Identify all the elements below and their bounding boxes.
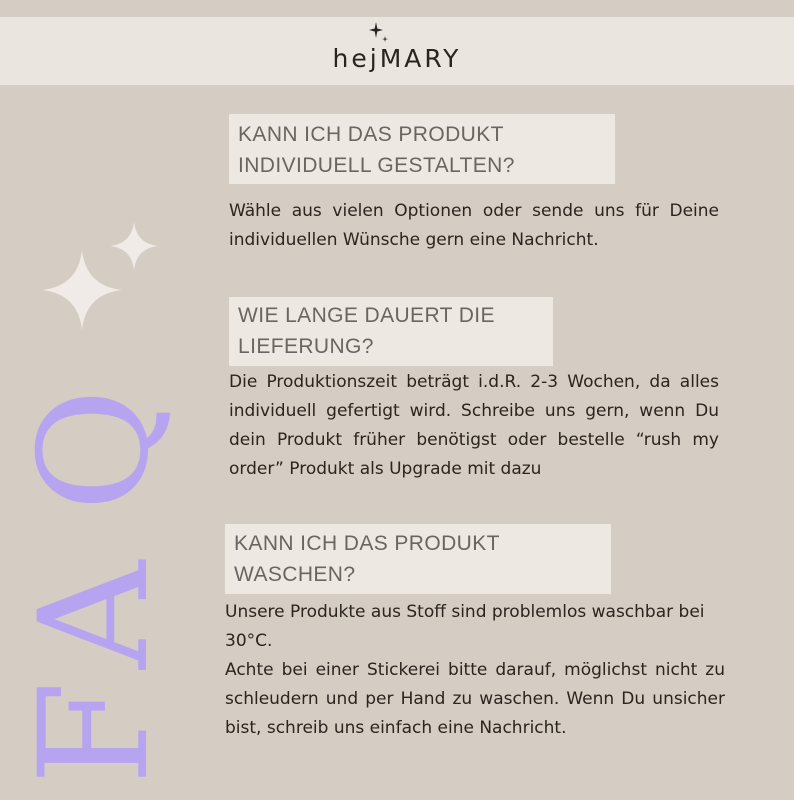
answer-2: Die Produktionszeit beträgt i.d.R. 2-3 Wochen, da alles individuell gefertigt wird. Schreibe uns gern, wenn Du dein Produkt früher benötigst oder bestelle “rush my order” Produkt als Upgrade mit dazu — [229, 372, 719, 479]
faq-letter-q: Q — [8, 388, 182, 512]
question-1: KANN ICH DAS PRODUKT INDIVIDUELL GESTALTEN? — [229, 114, 615, 184]
faq-letter-f: F — [8, 680, 182, 786]
brand-logo: hejMARY — [332, 44, 462, 73]
question-3: KANN ICH DAS PRODUKT WASCHEN? — [225, 524, 611, 594]
sparkle-icon — [368, 22, 392, 44]
sparkle-icon — [110, 222, 158, 270]
faq-letter-a: A — [8, 560, 182, 670]
question-2: WIE LANGE DAUERT DIE LIEFERUNG? — [229, 297, 553, 366]
answer-3 — [225, 598, 725, 743]
answer-3-paragraph-1: Unsere Produkte aus Stoff sind problemlos waschbar bei 30°C. — [225, 602, 705, 651]
answer-3-paragraph-2: Achte bei einer Stickerei bitte darauf, möglichst nicht zu schleudern und per Hand zu waschen. Wenn Du unsicher bist, schreib uns einfach eine Nachricht. — [225, 660, 725, 738]
answer-1: Wähle aus vielen Optionen oder sende uns für Deine individuellen Wünsche gern eine Nachricht. — [229, 201, 719, 250]
